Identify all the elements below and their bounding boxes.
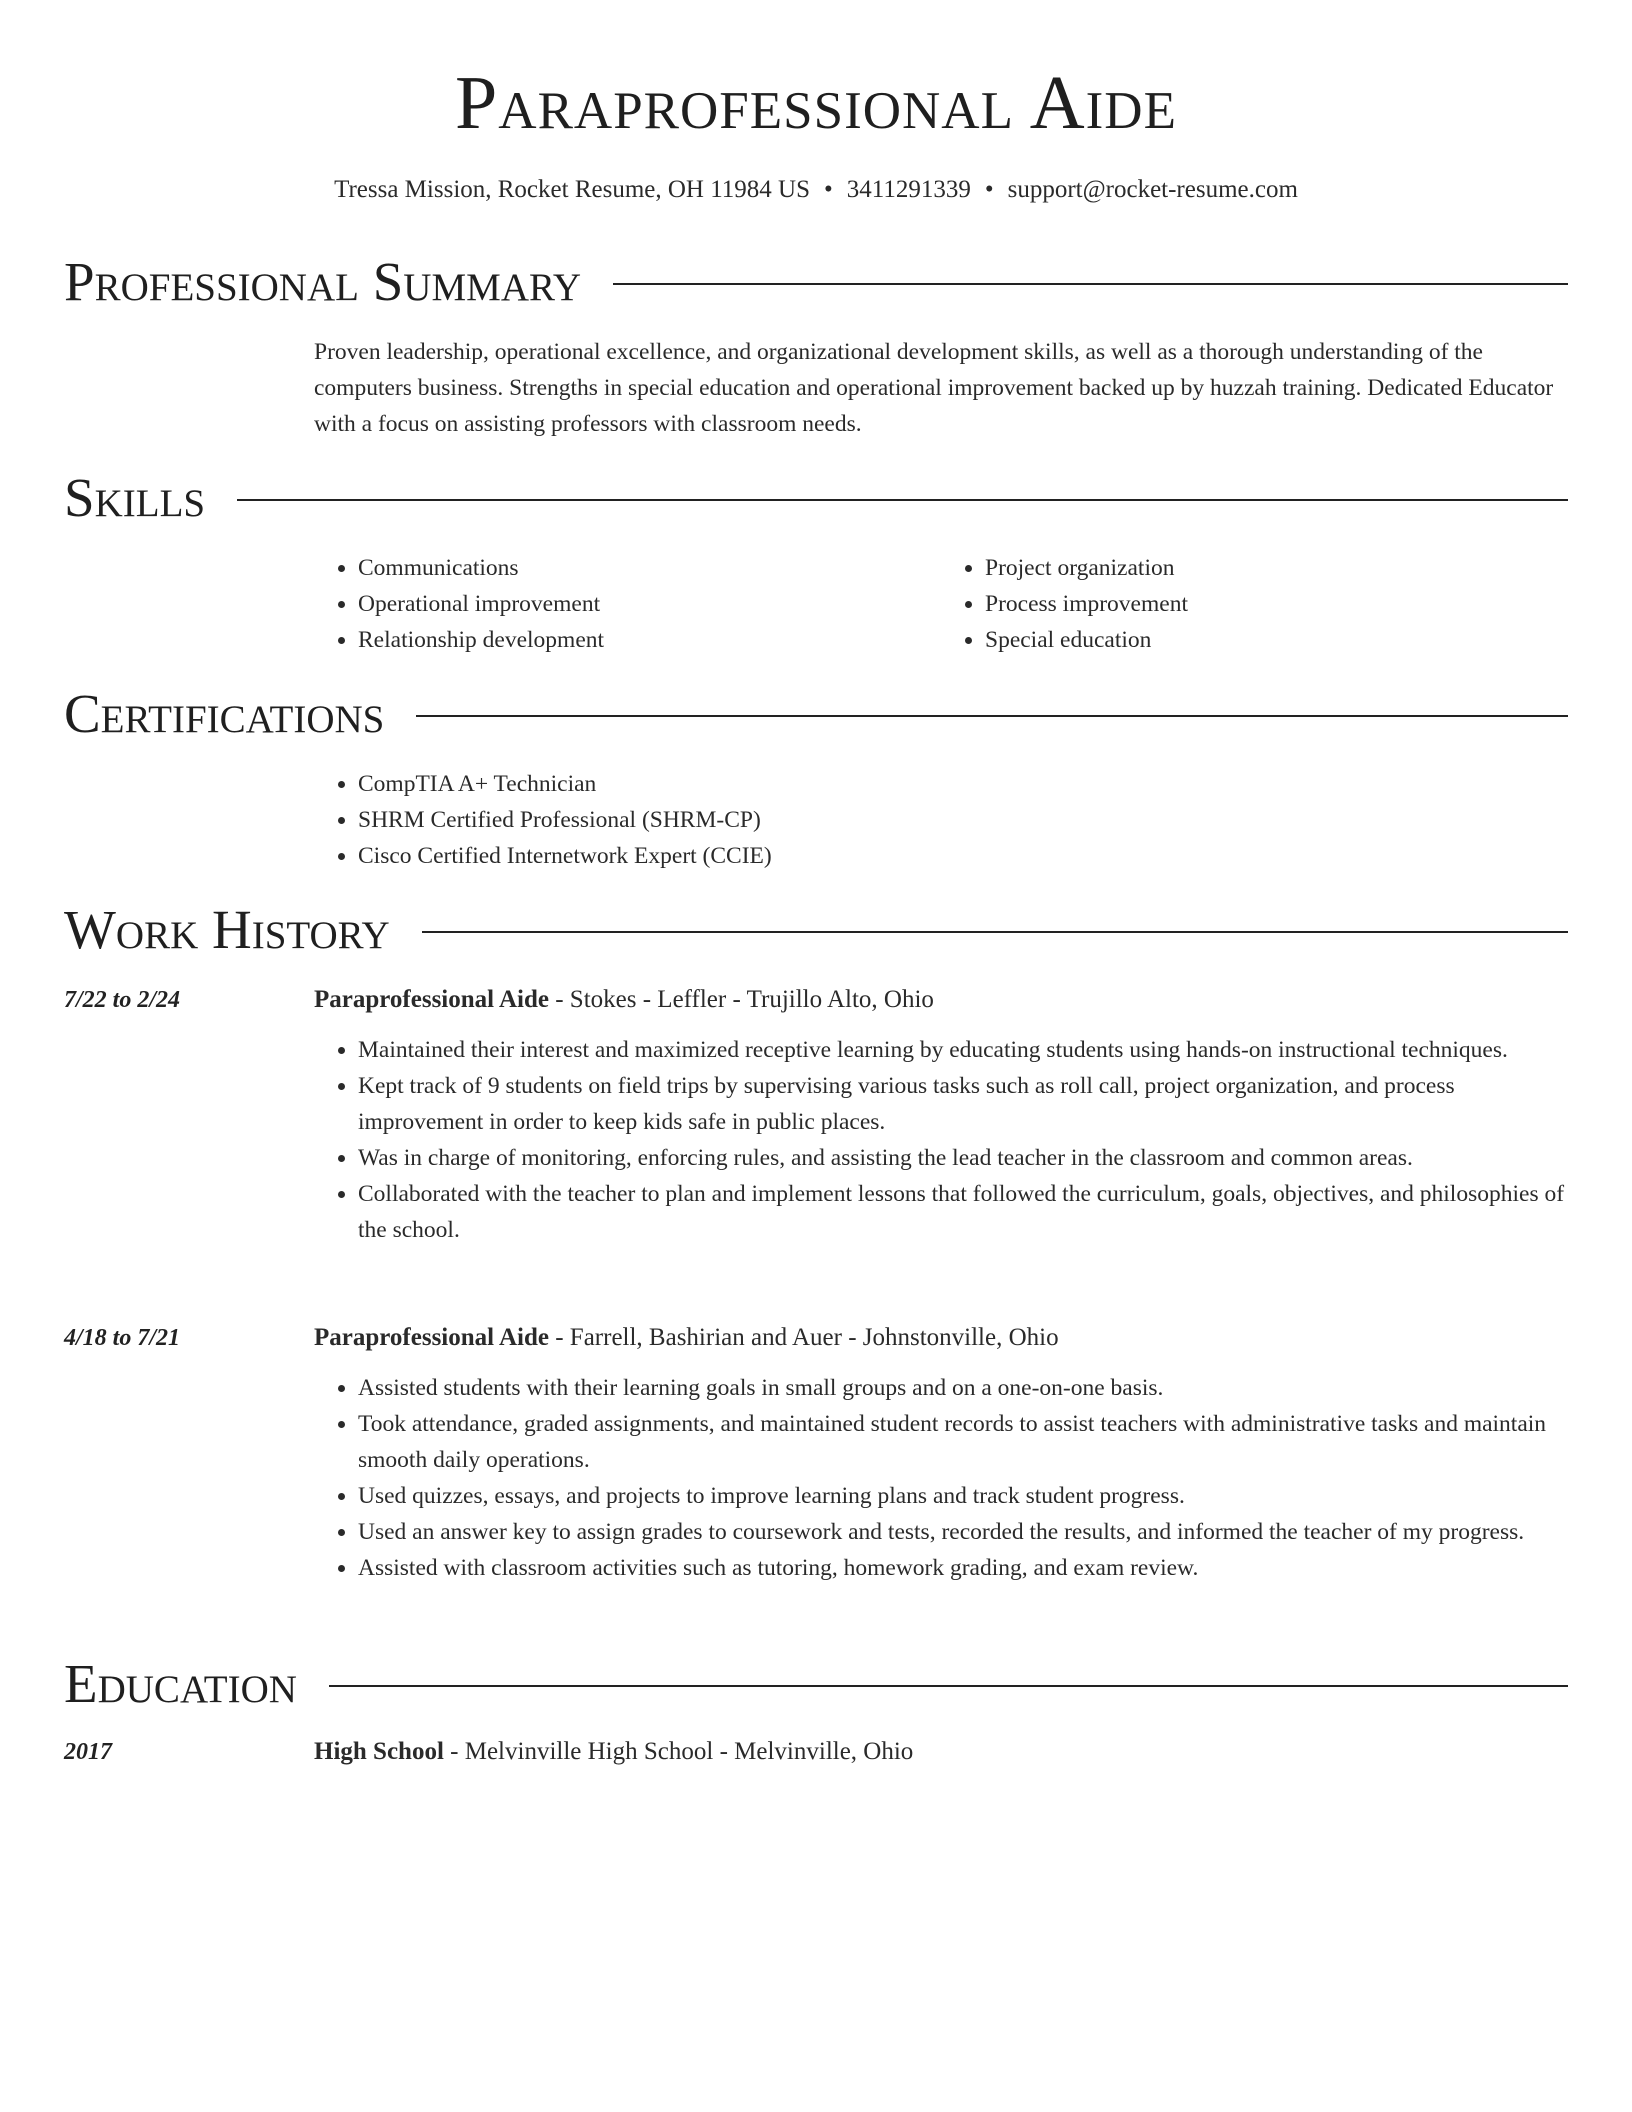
- education-title: Education: [64, 1653, 297, 1714]
- job-bullet: • Was in charge of monitoring, enforcing rules, and assisting the lead teacher in the classroom and common areas.: [358, 1140, 1568, 1176]
- skill-item: • Operational improvement: [358, 586, 941, 622]
- job-bullet: • Assisted students with their learning goals in small groups and on a one-on-one basis.: [358, 1370, 1568, 1406]
- education-details: - Melvinville High School - Melvinville, Ohio: [443, 1738, 914, 1765]
- section-divider: [237, 499, 1568, 501]
- contact-address: Tressa Mission, Rocket Resume, OH 11984 US: [334, 176, 811, 203]
- certifications-section-header: [64, 682, 1568, 746]
- job-bullets: [314, 1370, 1568, 1586]
- section-divider: [613, 283, 1568, 285]
- education-degree: High School: [314, 1738, 444, 1765]
- job-entry: [314, 1320, 1568, 1586]
- education-heading: [314, 1734, 1568, 1770]
- education-year: 2017: [64, 1739, 112, 1765]
- job-dates: 4/18 to 7/21: [64, 1325, 181, 1351]
- summary-section-header: [64, 250, 1568, 314]
- section-divider: [329, 1685, 1568, 1687]
- job-details: - Stokes - Leffler - Trujillo Alto, Ohio: [548, 986, 934, 1013]
- job-bullet: • Assisted with classroom activities such as tutoring, homework grading, and exam review.: [358, 1550, 1568, 1586]
- contact-separator: •: [824, 176, 833, 203]
- certification-item: • SHRM Certified Professional (SHRM-CP): [358, 802, 1568, 838]
- skills-grid: [314, 550, 1568, 658]
- job-bullets: [314, 1032, 1568, 1248]
- skills-list-left: [314, 550, 941, 658]
- skill-item: • Project organization: [985, 550, 1568, 586]
- job-bullet: • Used quizzes, essays, and projects to improve learning plans and track student progress.: [358, 1478, 1568, 1514]
- job-details: - Farrell, Bashirian and Auer - Johnstonville, Ohio: [548, 1324, 1059, 1351]
- job-bullet: • Kept track of 9 students on field trips by supervising various tasks such as roll call, project organization, and process improvement in order to keep kids safe in public places.: [358, 1068, 1568, 1140]
- job-heading: [314, 982, 1568, 1018]
- summary-body: [314, 334, 1568, 442]
- skill-item: • Special education: [985, 622, 1568, 658]
- job-bullet: • Collaborated with the teacher to plan and implement lessons that followed the curriculum, goals, objectives, and philosophies of the school.: [358, 1176, 1568, 1248]
- certification-item: • Cisco Certified Internetwork Expert (CCIE): [358, 838, 1568, 874]
- contact-separator: •: [984, 176, 994, 203]
- job-heading: [314, 1320, 1568, 1356]
- job-role: Paraprofessional Aide: [314, 986, 549, 1013]
- candidate-name: Paraprofessional Aide: [455, 61, 1177, 145]
- education-section-header: [64, 1652, 1568, 1716]
- job-dates: 7/22 to 2/24: [64, 987, 181, 1013]
- skills-section-header: [64, 466, 1568, 530]
- skills-list-right: [941, 550, 1568, 658]
- summary-title: Professional Summary: [64, 251, 582, 312]
- job-role: Paraprofessional Aide: [314, 1324, 549, 1351]
- skills-title: Skills: [64, 467, 206, 528]
- skills-body: [314, 550, 1568, 658]
- job-bullet: • Took attendance, graded assignments, and maintained student records to assist teachers with administrative tasks and maintain smooth daily operations.: [358, 1406, 1568, 1478]
- contact-phone: 3411291339: [846, 176, 971, 203]
- skill-item: • Relationship development: [358, 622, 941, 658]
- education-entry: [314, 1734, 1568, 1784]
- job-bullet: • Maintained their interest and maximized receptive learning by educating students using hands-on instructional techniques.: [358, 1032, 1568, 1068]
- certifications-title: Certifications: [64, 683, 385, 744]
- work-section-header: [64, 898, 1568, 962]
- certifications-body: [314, 766, 1568, 874]
- summary-text: Proven leadership, operational excellence, and organizational development skills, as well as a thorough understanding of the computers business. Strengths in special education and operational improvement backed up by huzzah training. Dedicated Educator with a focus on assisting professors with classroom needs.: [314, 339, 1554, 437]
- job-bullet: • Used an answer key to assign grades to coursework and tests, recorded the results, and informed the teacher of my progress.: [358, 1514, 1568, 1550]
- certifications-list: [314, 766, 1568, 874]
- contact-email: support@rocket-resume.com: [1007, 176, 1298, 203]
- section-divider: [422, 931, 1568, 933]
- skill-item: • Process improvement: [985, 586, 1568, 622]
- work-title: Work History: [64, 899, 390, 960]
- certification-item: • CompTIA A+ Technician: [358, 766, 1568, 802]
- job-entry: [314, 982, 1568, 1248]
- contact-line: [64, 172, 1568, 208]
- skill-item: • Communications: [358, 550, 941, 586]
- section-divider: [416, 715, 1568, 717]
